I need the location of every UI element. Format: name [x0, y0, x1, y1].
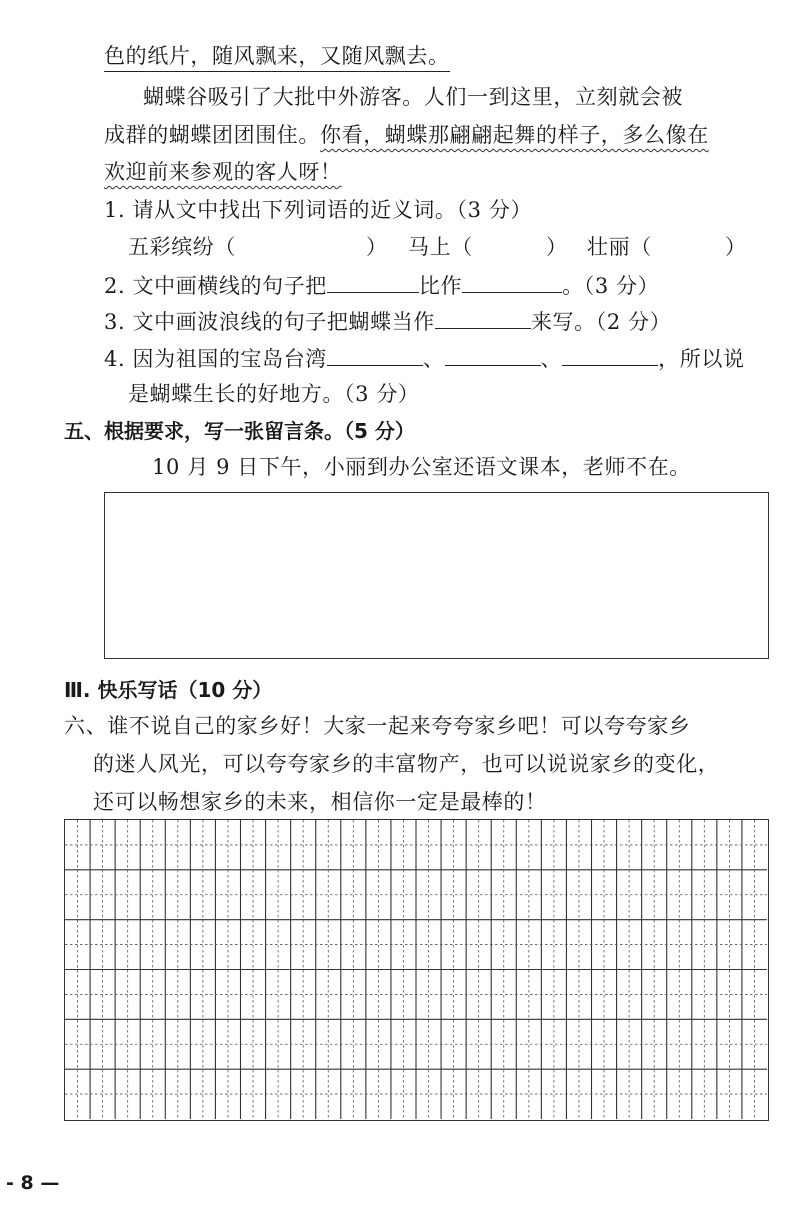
q2-suffix: 。（3 分） [562, 274, 660, 298]
q4-blank-1[interactable] [327, 347, 423, 366]
q2-prefix: 2. 文中画横线的句子把 [104, 274, 327, 298]
question-4-line-2: 是蝴蝶生长的好地方。（3 分） [128, 382, 420, 406]
q1-paren-c: ） [725, 235, 747, 259]
question-1: 1. 请从文中找出下列词语的近义词。（3 分） [104, 198, 533, 222]
writing-grid-lines [65, 820, 767, 1119]
question-1-words [128, 237, 768, 263]
passage-line-2: 蝴蝶谷吸引了大批中外游客。人们一到这里，立刻就会被 [143, 85, 683, 109]
question-2 [104, 274, 659, 297]
q3-prefix: 3. 文中画波浪线的句子把蝴蝶当作 [104, 310, 435, 334]
question-4 [104, 347, 745, 370]
q3-suffix: 来写。（2 分） [530, 310, 672, 334]
q2-blank-2[interactable] [462, 274, 562, 293]
passage-line-4 [104, 162, 342, 183]
q4-blank-3[interactable] [562, 347, 658, 366]
q1-word-a: 五彩缤纷（ [128, 235, 236, 259]
q2-blank-1[interactable] [327, 274, 419, 293]
section-5-title: 五、根据要求，写一张留言条。（5 分） [64, 419, 415, 443]
q4-sep-1: 、 [422, 347, 445, 371]
page-number: - 8 — [6, 1172, 60, 1194]
q4-suffix: ，所以说 [658, 347, 745, 371]
q1-word-c: 壮丽（ [587, 235, 652, 259]
wavy-underline-sentence-part1: 你看，蝴蝶那翩翩起舞的样子，多么像在 [320, 123, 709, 147]
section-5-prompt: 10 月 9 日下午，小丽到办公室还语文课本，老师不在。 [152, 455, 691, 479]
q3-blank[interactable] [435, 310, 531, 329]
passage-text: 成群的蝴蝶团团围住。 [104, 123, 320, 147]
passage-line-3 [104, 125, 709, 146]
q1-paren-b: ） [546, 235, 568, 259]
q2-mid: 比作 [418, 274, 463, 298]
section-3-title: Ⅲ. 快乐写话（10 分） [64, 678, 273, 702]
passage-line-1 [104, 46, 450, 67]
q1-word-b: 马上（ [408, 235, 473, 259]
q4-blank-2[interactable] [445, 347, 541, 366]
section-6-line-1: 六、谁不说自己的家乡好！大家一起来夸夸家乡吧！可以夸夸家乡 [64, 714, 691, 738]
wavy-underline-sentence-part2: 欢迎前来参观的客人呀！ [104, 160, 342, 184]
section-6-line-2: 的迷人风光，可以夸夸家乡的丰富物产，也可以说说家乡的变化， [93, 752, 720, 776]
q4-prefix: 4. 因为祖国的宝岛台湾 [104, 347, 327, 371]
question-3 [104, 310, 671, 333]
note-answer-box[interactable] [104, 492, 769, 659]
section-6-line-3: 还可以畅想家乡的未来，相信你一定是最棒的！ [93, 790, 547, 814]
q4-sep-2: 、 [540, 347, 563, 371]
straight-underline-sentence: 色的纸片，随风飘来，又随风飘去。 [104, 44, 450, 72]
q1-paren-a: ） [366, 235, 388, 259]
writing-grid[interactable] [64, 819, 769, 1121]
